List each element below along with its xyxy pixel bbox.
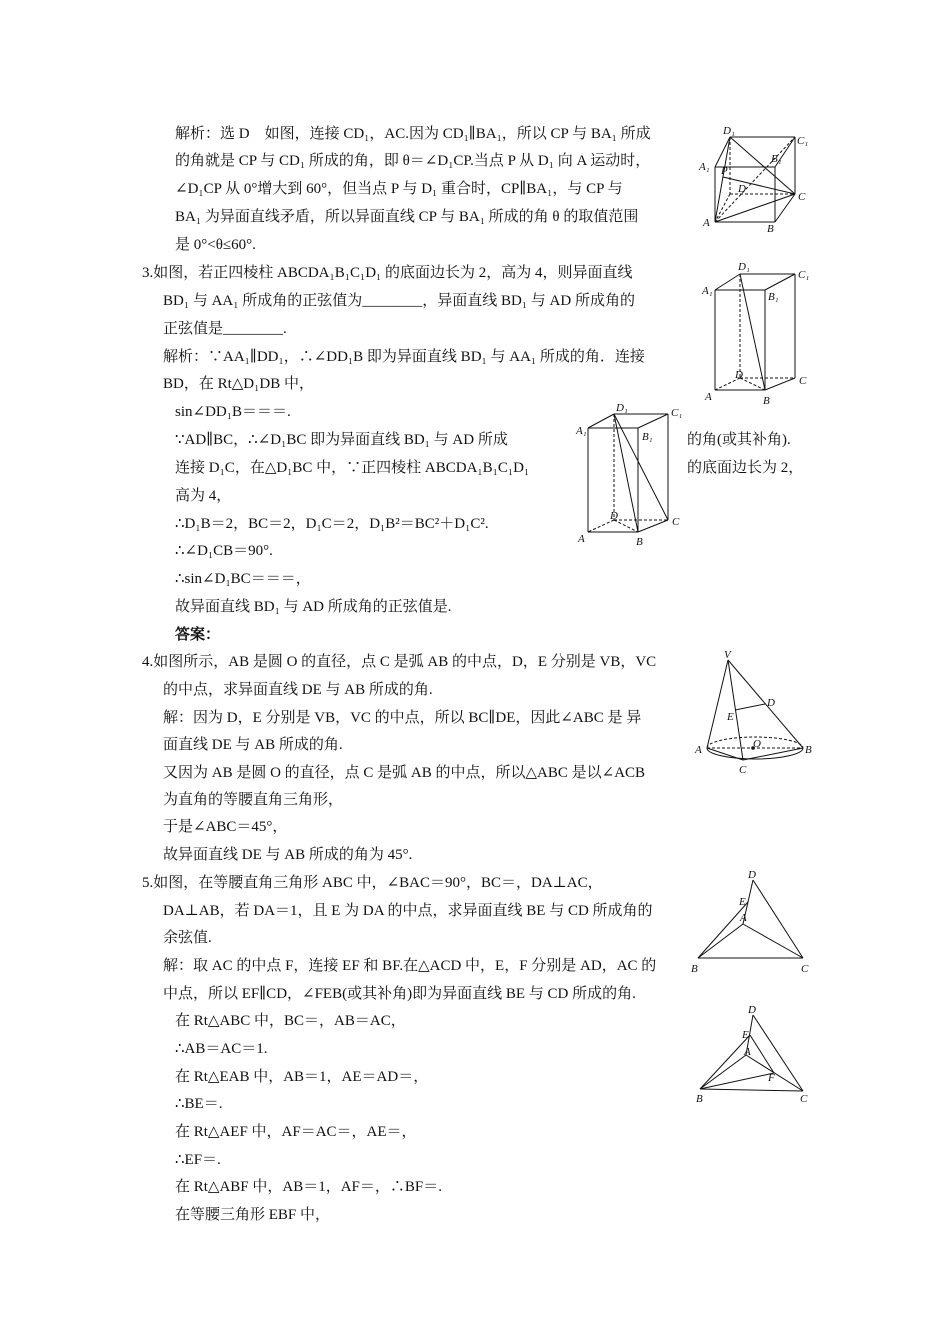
prism-label: C [799,375,807,387]
cube-label: A₁ [699,161,710,173]
pyramid-label: C [801,963,809,975]
cone-label: O [753,738,761,750]
text-line: DA⊥AB，若 DA＝1，且 E 为 DA 的中点，求异面直线 BE 与 CD 所成角的 [163,903,653,919]
text-line: 又因为 AB 是圆 O 的直径，点 C 是弧 AB 的中点，所以△ABC 是以∠ACB [163,765,646,781]
prism-label: B [763,395,770,407]
text-line: 为直角的等腰直角三角形， [163,792,344,808]
pyramid-label: B [691,963,698,975]
text-line: 连接 D₁C，在△D₁BC 中，∵正四棱柱 ABCDA₁B₁C₁D₁ [175,460,530,476]
text-line: 余弦值. [163,930,212,946]
text-line: ∴D₁B＝2，BC＝2，D₁C＝2，D₁B²＝BC²＋D₁C². [175,516,489,532]
text-line: 解析：选 D 如图，连接 CD₁，AC.因为 CD₁∥BA₁，所以 CP 与 BA₁ 所成 [175,126,651,142]
cone-figure [693,650,818,785]
text-line: 在等腰三角形 EBF 中， [175,1207,331,1223]
cone-label: C [739,764,747,776]
text-line: 是 0°<θ≤60°. [175,237,256,253]
prism-label: D₁ [738,261,750,273]
prism-label: D₁ [616,402,628,414]
prism-label: C₁ [671,407,683,419]
text-line: ∴∠D₁CB＝90°. [175,543,273,559]
pyramid-figure-2 [688,1003,813,1116]
cone-label: B [805,744,812,756]
pyramid-label: F [768,1072,775,1084]
text-line: BD₁ 与 AA₁ 所成角的正弦值为________，异面直线 BD₁ 与 AD 所成角的 [163,293,635,309]
question-4: 4.如图所示，AB 是圆 O 的直径，点 C 是弧 AB 的中点，D，E 分别是 VB，VC [142,654,657,670]
prism-label: A [705,391,712,403]
prism-label: B₁ [768,291,779,303]
prism-label: C [672,516,680,528]
cube-label: A [703,217,710,229]
prism-label: B [636,536,643,548]
cube-label: D [738,183,746,195]
text-line: 故异面直线 BD₁ 与 AD 所成角的正弦值是. [175,599,452,615]
text-line: ∴BE＝. [175,1096,223,1112]
text-line: 在 Rt△ABF 中，AB＝1，AF＝，∴BF＝. [175,1179,442,1195]
text-line: 在 Rt△ABC 中，BC＝，AB＝AC， [175,1013,406,1029]
prism-label: D [735,369,743,381]
cone-label: D [767,697,775,709]
text-line: 于是∠ABC＝45°， [163,819,288,835]
text-line: 正弦值是________. [163,321,287,337]
cube-label: P [721,165,728,177]
text-line: 的中点，求异面直线 DE 与 AB 所成的角. [163,682,433,698]
text-line: ∴sin∠D₁BC＝＝＝， [175,571,311,587]
text-line: 解：因为 D，E 分别是 VB，VC 的中点，所以 BC∥DE，因此∠ABC 是 异 [163,710,642,726]
text-line: 故异面直线 DE 与 AB 所成的角为 45°. [163,847,413,863]
pyramid-label: C [800,1093,808,1105]
pyramid-label: E [742,1029,749,1041]
cone-label: E [727,711,734,723]
pyramid-label: D [748,869,756,881]
answer-label: 答案： [175,627,221,643]
cube-label: D₁ [723,125,735,137]
text-line: 解析：∵AA₁∥DD₁，∴∠DD₁B 即为异面直线 BD₁ 与 AA₁ 所成的角．连接 [163,349,645,365]
text-line: 的角就是 CP 与 CD₁ 所成的角，即 θ＝∠D₁CP.当点 P 从 D₁ 向 A 运动时， [175,153,651,169]
text-line: 中点，所以 EF∥CD，∠FEB(或其补角)即为异面直线 BE 与 CD 所成的角. [163,986,636,1002]
pyramid-label: B [696,1093,703,1105]
text-line: BD，在 Rt△D₁DB 中， [163,376,314,392]
text-line: 面直线 DE 与 AB 所成的角. [163,737,343,753]
pyramid-label: A [740,912,747,924]
text-line: 在 Rt△AEF 中，AF＝AC＝，AE＝， [175,1124,417,1140]
text-line: BA₁ 为异面直线矛盾，所以异面直线 CP 与 BA₁ 所成的角 θ 的取值范围 [175,209,639,225]
text-line: ∠D₁CP 从 0°增大到 60°，但当点 P 与 D₁ 重合时，CP∥BA₁，与 CP 与 [175,181,623,197]
text-line: 解：取 AC 的中点 F，连接 EF 和 BF.在△ACD 中，E，F 分别是 AD，AC 的 [163,958,657,974]
pyramid-figure-1 [688,868,813,981]
question-3: 3.如图，若正四棱柱 ABCDA₁B₁C₁D₁ 的底面边长为 2，高为 4，则异面直线 [142,265,633,281]
text-line: sin∠DD₁B＝＝＝. [175,404,291,420]
text-line: 高为 4， [175,488,232,504]
prism-label: D [610,510,618,522]
prism-figure-2 [576,402,691,552]
text-line: ∴EF＝. [175,1152,221,1168]
prism-label: C₁ [798,269,810,281]
cone-label: A [695,744,702,756]
cube-label: B [767,223,774,235]
text-line: 在 Rt△EAB 中，AB＝1，AE＝AD＝， [175,1069,429,1085]
text-line: 的底面边长为 2， [687,460,804,476]
prism-label: A [578,533,585,545]
text-line: 的角(或其补角). [687,432,791,448]
cube-label: B₁ [771,153,782,165]
cube-label: C₁ [797,135,809,147]
prism-label: A₁ [576,425,587,437]
prism-figure-1 [700,260,820,415]
cube-label: C [798,191,806,203]
prism-label: B₁ [642,431,653,443]
prism-label: A₁ [702,285,713,297]
pyramid-label: A [744,1046,751,1058]
text-line: ∴AB＝AC＝1. [175,1041,268,1057]
pyramid-label: E [739,896,746,908]
pyramid-label: D [748,1004,756,1016]
text-line: ∵AD∥BC，∴∠D₁BC 即为异面直线 BD₁ 与 AD 所成 [175,432,508,448]
cone-label: V [724,649,731,661]
question-5: 5.如图，在等腰直角三角形 ABC 中，∠BAC＝90°，BC＝，DA⊥AC， [142,875,603,891]
cube-figure [695,122,815,237]
